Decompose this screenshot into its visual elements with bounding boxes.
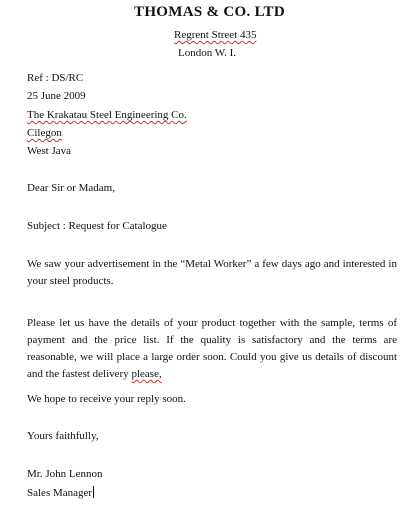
letterhead-city: London W. I. (178, 47, 237, 59)
body-paragraph-2 (27, 315, 397, 383)
complimentary-close: Yours faithfully, (27, 430, 99, 442)
recipient-company-text: The Krakatau Steel Engineering Co. (27, 109, 187, 121)
salutation: Dear Sir or Madam, (27, 182, 115, 194)
recipient-region: West Java (27, 145, 72, 157)
body-paragraph-1: We saw your advertisement in the “Metal Worker” a few days ago and interested in your steel products. (27, 258, 397, 287)
body-paragraph-2-text: Please let us have the details of your product together with the sample, terms of payment and the price list. If the quality is satisfactory and the terms are reasonable, we will place a large order soon. Could you give us details of discount and the fastest delivery (27, 317, 397, 380)
signature-title-text: Sales Manager (27, 487, 93, 499)
reference: Ref : DS/RC (27, 72, 84, 84)
body-paragraph-2-flagged-word: please, (131, 368, 162, 380)
letterhead-street (174, 29, 256, 42)
subject-line: Subject : Request for Catalogue (27, 220, 167, 232)
recipient-city (27, 127, 62, 140)
signature-name: Mr. John Lennon (27, 468, 103, 480)
text-cursor (93, 486, 94, 498)
letterhead-company: THOMAS & CO. LTD (134, 4, 285, 20)
letter-date: 25 June 2009 (27, 90, 86, 102)
signature-title (27, 486, 94, 500)
letterhead-street-text: Regrent Street 435 (174, 29, 257, 41)
recipient-city-text: Cilegon (27, 127, 62, 139)
closing-line: We hope to receive your reply soon. (27, 393, 186, 405)
recipient-company (27, 109, 187, 122)
